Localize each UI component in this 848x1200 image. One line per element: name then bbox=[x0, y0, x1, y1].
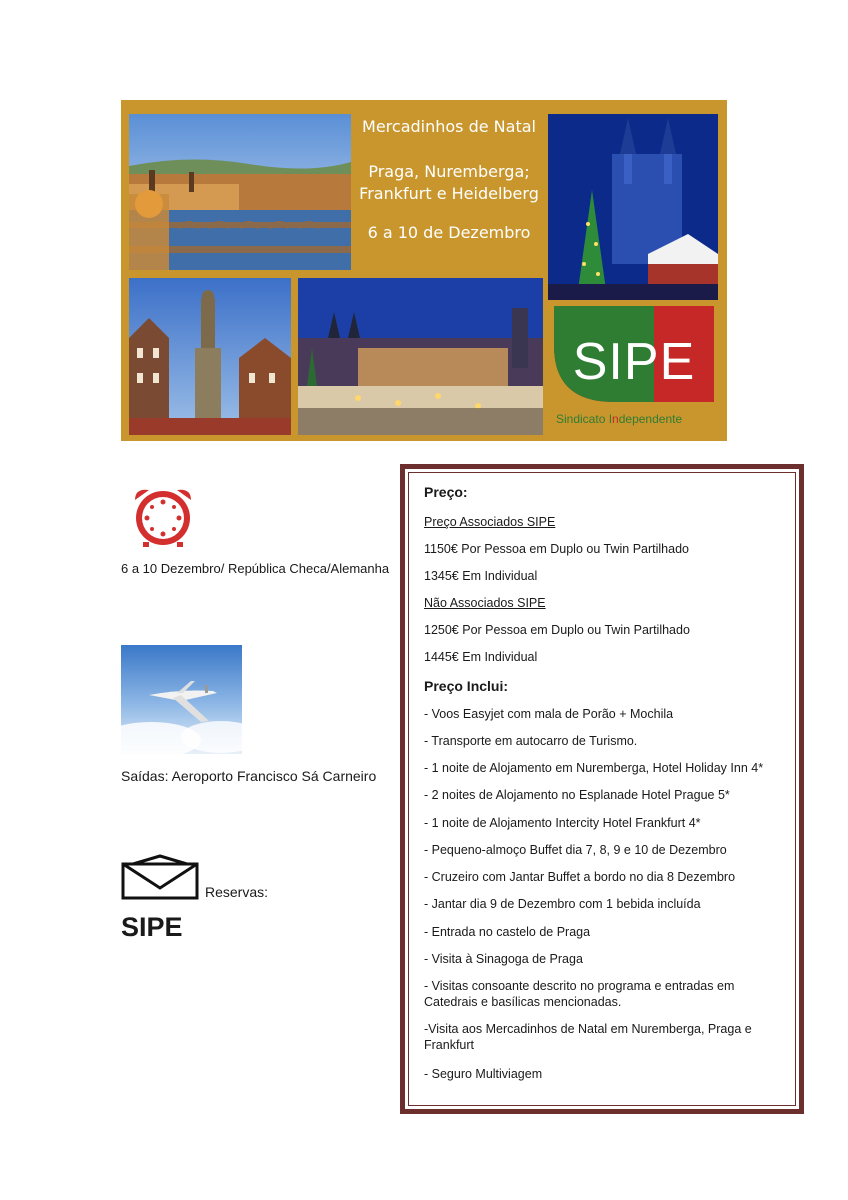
banner-headline bbox=[353, 116, 545, 244]
logo-wordmark: SIPE bbox=[572, 333, 696, 391]
includes-item: - Voos Easyjet com mala de Porão + Mochila bbox=[424, 707, 674, 721]
members-single-price: 1345€ Em Individual bbox=[424, 569, 538, 583]
envelope-icon bbox=[121, 854, 199, 900]
includes-item: - Transporte em autocarro de Turismo. bbox=[424, 734, 638, 748]
includes-item: - Jantar dia 9 de Dezembro com 1 bebida incluída bbox=[424, 897, 701, 911]
includes-item: - Visitas consoante descrito no programa e entradas em bbox=[424, 979, 735, 993]
includes-item: - 1 noite de Alojamento Intercity Hotel Frankfurt 4* bbox=[424, 816, 701, 830]
banner-title: Mercadinhos de Natal bbox=[362, 117, 536, 136]
alarm-clock-icon bbox=[121, 486, 205, 548]
includes-item: - Visita à Sinagoga de Praga bbox=[424, 952, 583, 966]
airplane-photo bbox=[121, 645, 242, 754]
departures-text: Saídas: Aeroporto Francisco Sá Carneiro bbox=[121, 768, 377, 784]
includes-item: - 2 noites de Alojamento no Esplanade Hotel Prague 5* bbox=[424, 788, 730, 802]
prague-christmas-tree-photo bbox=[548, 114, 718, 300]
promo-banner bbox=[121, 100, 727, 441]
includes-item: - Pequeno-almoço Buffet dia 7, 8, 9 e 10 de Dezembro bbox=[424, 843, 727, 857]
non-members-double-price: 1250€ Por Pessoa em Duplo ou Twin Partilhado bbox=[424, 623, 690, 637]
reservations-label: Reservas: bbox=[205, 884, 269, 900]
non-members-single-price: 1445€ Em Individual bbox=[424, 650, 538, 664]
includes-item-continued: Catedrais e basílicas mencionadas. bbox=[424, 995, 622, 1009]
frankfurt-statue-photo bbox=[129, 278, 291, 435]
sipe-logo bbox=[554, 306, 714, 434]
banner-cities-line2: Frankfurt e Heidelberg bbox=[359, 184, 539, 203]
trip-dates: 6 a 10 Dezembro/ República Checa/Alemanha bbox=[121, 561, 390, 576]
includes-item-continued: Frankfurt bbox=[424, 1038, 475, 1052]
non-members-title: Não Associados SIPE bbox=[424, 596, 546, 610]
price-heading: Preço: bbox=[424, 484, 468, 500]
includes-item: - Cruzeiro com Jantar Buffet a bordo no dia 8 Dezembro bbox=[424, 870, 736, 884]
members-double-price: 1150€ Por Pessoa em Duplo ou Twin Partilhado bbox=[424, 542, 689, 556]
includes-item: - Seguro Multiviagem bbox=[424, 1067, 543, 1081]
banner-cities-line1: Praga, Nuremberga; bbox=[368, 162, 530, 181]
reservations-org: SIPE bbox=[121, 912, 183, 942]
includes-heading: Preço Inclui: bbox=[424, 678, 509, 694]
banner-dates: 6 a 10 de Dezembro bbox=[367, 223, 531, 242]
logo-tagline: Sindicato Independente bbox=[556, 412, 683, 426]
includes-item: -Visita aos Mercadinhos de Natal em Nuremberga, Praga e bbox=[424, 1022, 752, 1036]
members-title: Preço Associados SIPE bbox=[424, 515, 556, 529]
prague-bridges-photo bbox=[129, 114, 351, 270]
includes-item: - Entrada no castelo de Praga bbox=[424, 925, 591, 939]
prague-market-square-photo bbox=[298, 278, 543, 435]
includes-item: - 1 noite de Alojamento em Nuremberga, Hotel Holiday Inn 4* bbox=[424, 761, 764, 775]
